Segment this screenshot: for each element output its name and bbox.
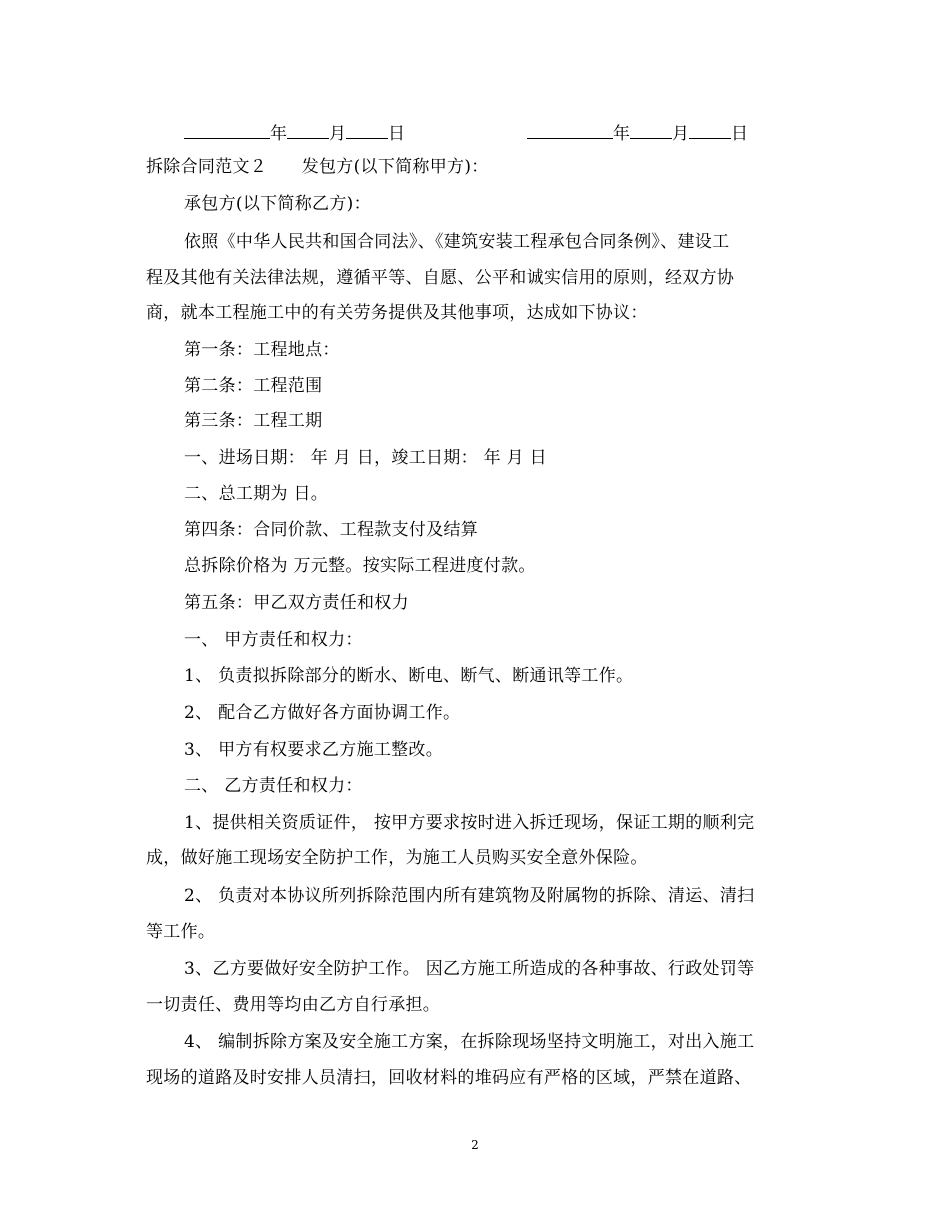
list-item: 二、总工期为 日。 [184, 484, 329, 504]
article-heading: 第四条：合同价款、工程款支付及结算 [184, 520, 479, 540]
date-line-left [184, 121, 405, 144]
page-number: 2 [471, 1138, 479, 1152]
heading-party-a: 拆除合同范文２ 发包方(以下简称甲方)： [146, 157, 489, 177]
paragraph-line: 现场的道路及时安排人员清扫，回收材料的堆码应有严格的区域，严禁在道路、 [146, 1068, 752, 1088]
section-heading: 二、 乙方责任和权力： [184, 776, 363, 796]
list-item: 4、 编制拆除方案及安全施工方案，在拆除现场坚持文明施工，对出入施工 [184, 1032, 755, 1052]
list-item: 2、 负责对本协议所列拆除范围内所有建筑物及附属物的拆除、清运、清扫 [184, 886, 755, 906]
paragraph-line: 一切责任、费用等均由乙方自行承担。 [146, 995, 441, 1015]
article-heading: 第一条：工程地点： [184, 340, 340, 360]
day-label: 日 [731, 124, 748, 144]
list-item: 3、乙方要做好安全防护工作。 因乙方施工所造成的各种事故、行政处罚等 [184, 959, 755, 979]
paragraph-line: 商，就本工程施工中的有关劳务提供及其他事项，达成如下协议： [146, 303, 648, 323]
section-heading: 一、 甲方责任和权力： [184, 630, 363, 650]
month-label: 月 [672, 124, 689, 144]
article-heading: 第二条：工程范围 [184, 376, 323, 396]
day-label: 日 [388, 124, 405, 144]
year-blank [184, 121, 270, 139]
list-item: 3、 甲方有权要求乙方施工整改。 [184, 740, 444, 760]
date-line-right [527, 121, 748, 144]
year-label: 年 [270, 124, 287, 144]
list-item: 一、进场日期： 年 月 日，竣工日期： 年 月 日 [184, 448, 547, 468]
article-heading: 第三条：工程工期 [184, 411, 323, 431]
article-heading: 第五条：甲乙双方责任和权力 [184, 593, 409, 613]
list-item: 1、 负责拟拆除部分的断水、断电、断气、断通讯等工作。 [184, 666, 634, 686]
day-blank [689, 121, 731, 139]
year-blank [527, 121, 613, 139]
paragraph-line: 依照《中华人民共和国合同法》、《建筑安装工程承包合同条例》、建设工 [184, 232, 730, 252]
paragraph-line: 总拆除价格为 万元整。按实际工程进度付款。 [184, 556, 536, 576]
month-blank [287, 121, 329, 139]
year-label: 年 [613, 124, 630, 144]
month-blank [630, 121, 672, 139]
list-item: 1、提供相关资质证件， 按甲方要求按时进入拆迁现场，保证工期的顺利完 [184, 813, 755, 833]
day-blank [346, 121, 388, 139]
month-label: 月 [329, 124, 346, 144]
paragraph-line: 程及其他有关法律法规，遵循平等、自愿、公平和诚实信用的原则，经双方协 [146, 268, 735, 288]
party-b-line: 承包方(以下简称乙方)： [184, 194, 371, 214]
paragraph-line: 成，做好施工现场安全防护工作，为施工人员购买安全意外保险。 [146, 848, 648, 868]
paragraph-line: 等工作。 [146, 922, 216, 942]
list-item: 2、 配合乙方做好各方面协调工作。 [184, 703, 461, 723]
